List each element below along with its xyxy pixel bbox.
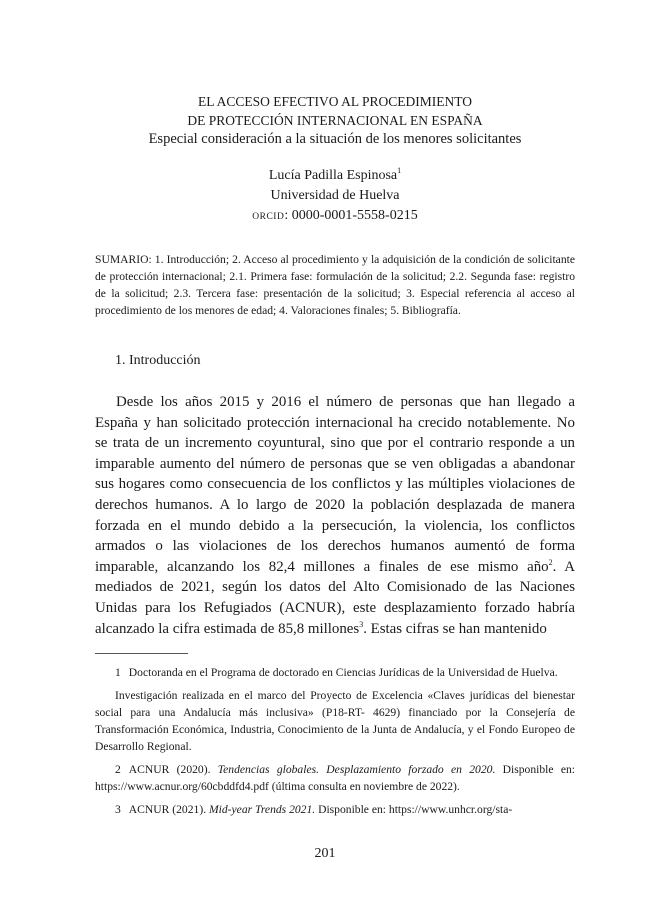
body-text-part-1: Desde los años 2015 y 2016 el número de personas que han llegado a España y han solicitado protección internacional ha crecido notablemente. No se trata de un incremento coyuntural, sino que por el contrario responde a un imparable aumento del número de personas que se ven obligadas a abandonar sus hogares como consecuencia de los conflictos y las múltiples violaciones de derechos humanos. A lo largo de 2020 la población desplazada de manera forzada en el mundo debido a la persecución, la violencia, los conflictos armados o las violaciones de los derechos humanos aumentó de forma imparable, alcanzando los 82,4 millones a finales de ese mismo año	[95, 394, 575, 575]
footnote-1-text: Doctoranda en el Programa de doctorado en Ciencias Jurídicas de la Universidad de Huelva.	[128, 666, 558, 680]
body-text-part-2: . A mediados de 2021, según los datos del Alto Comisionado de las Naciones Unidas para los Refugiados (ACNUR), este desplazamiento forzado habría alcanzado la cifra estimada de 85,8 millones	[95, 558, 575, 637]
title-subtitle: Especial consideración a la situación de los menores solicitantes	[148, 131, 522, 147]
footnote-divider	[95, 653, 188, 654]
article-title	[95, 92, 575, 149]
orcid-value: : 0000-0001-5558-0215	[284, 208, 418, 223]
footnote-2-number: 2	[115, 763, 121, 777]
footnote-ref-3[interactable]: 3	[359, 619, 364, 629]
page-content	[95, 0, 575, 818]
footnote-3	[95, 801, 575, 818]
footnotes	[95, 664, 575, 818]
title-line-2: DE PROTECCIÓN INTERNACIONAL EN ESPAÑA	[187, 113, 483, 128]
orcid-label: ORCID	[252, 212, 285, 222]
summary: SUMARIO: 1. Introducción; 2. Acceso al procedimiento y la adquisición de la condición de solicitante de protección internacional; 2.1. Primera fase: formulación de la solicitud; 2.2. Segunda fase: registro de la solicitud; 2.3. Tercera fase: presentación de la solicitud; 3. Especial referencia al acceso al procedimiento de los menores de edad; 4. Valoraciones finales; 5. Bibliografía.	[95, 253, 575, 317]
title-line-1: EL ACCESO EFECTIVO AL PROCEDIMIENTO	[197, 94, 472, 109]
body-text-part-3: . Estas cifras se han mantenido	[363, 620, 547, 637]
footnote-1-extra: Investigación realizada en el marco del Proyecto de Excelencia «Claves jurídicas del bienestar social para una Andalucía más inclusiva» (P18-RT- 4629) financiado por la Consejería de Transformación Económica, Industria, Conocimiento de la Junta de Andalucía, y el Fondo Europeo de Desarrollo Regional.	[95, 689, 575, 754]
author-name: Lucía Padilla Espinosa	[268, 168, 398, 183]
author-name-line	[95, 161, 575, 186]
footnote-3-post[interactable]: Disponible en: https://www.unhcr.org/sta-	[315, 803, 513, 817]
orcid-line	[95, 206, 575, 227]
section-heading: 1. Introducción	[115, 353, 201, 368]
footnote-3-number: 3	[115, 803, 121, 817]
footnote-ref-1[interactable]: 1	[397, 166, 402, 175]
body-paragraph	[95, 392, 575, 639]
page-number: 201	[314, 846, 336, 861]
footnote-ref-2[interactable]: 2	[548, 557, 553, 567]
footnote-2-post[interactable]: Disponible en: https://www.acnur.org/60cbddfd4.pdf (última consulta en noviembre de 2022).	[95, 763, 575, 794]
author-block	[95, 161, 575, 227]
footnote-3-title: Mid-year Trends 2021.	[209, 803, 316, 817]
footnote-3-pre: ACNUR (2021).	[128, 803, 209, 817]
footnote-1-number: 1	[115, 666, 121, 680]
footnote-2	[95, 761, 575, 795]
footnote-2-pre: ACNUR (2020).	[128, 763, 218, 777]
author-affiliation: Universidad de Huelva	[270, 188, 400, 203]
footnote-1	[95, 664, 575, 681]
footnote-2-title: Tendencias globales. Desplazamiento forzado en 2020.	[217, 763, 496, 777]
